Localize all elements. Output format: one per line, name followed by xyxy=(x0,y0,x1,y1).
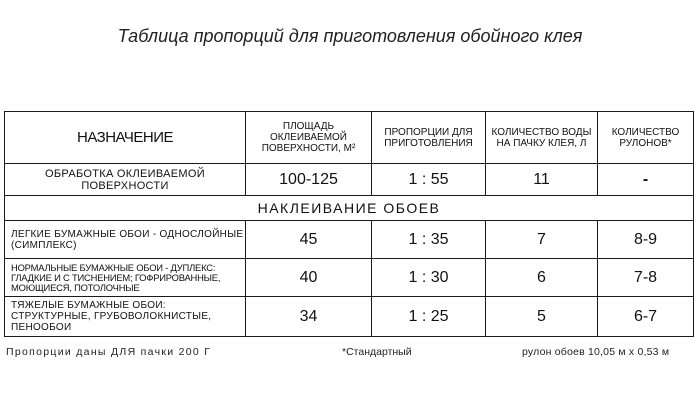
row-normal-rolls: 7-8 xyxy=(598,259,694,297)
row-heavy-water: 5 xyxy=(486,297,598,337)
row-surface-rolls: - xyxy=(598,164,694,196)
footer-note-standard: *Стандартный xyxy=(342,346,412,358)
header-rolls: КОЛИЧЕСТВО РУЛОНОВ* xyxy=(598,112,694,164)
page-title: Таблица пропорций для приготовления обойного клея xyxy=(117,26,583,46)
header-area: ПЛОЩАДЬ ОКЛЕИВАЕМОЙ ПОВЕРХНОСТИ, М² xyxy=(246,112,372,164)
row-light-area: 45 xyxy=(246,221,372,259)
row-light-rolls: 8-9 xyxy=(598,221,694,259)
row-normal-label: НОРМАЛЬНЫЕ БУМАЖНЫЕ ОБОИ - ДУПЛЕКС: ГЛАДКИЕ И С ТИСНЕНИЕМ; ГОФРИРОВАННЫЕ, МОЮЩИЕСЯ, ПОТОЛОЧНЫЕ xyxy=(5,259,246,297)
row-normal-area: 40 xyxy=(246,259,372,297)
footer-note-roll-size: рулон обоев 10,05 м х 0,53 м xyxy=(522,346,670,358)
table-header-row xyxy=(5,112,694,164)
row-heavy-area: 34 xyxy=(246,297,372,337)
header-water: КОЛИЧЕСТВО ВОДЫ НА ПАЧКУ КЛЕЯ, Л xyxy=(486,112,598,164)
row-surface-label: ОБРАБОТКА ОКЛЕИВАЕМОЙ ПОВЕРХНОСТИ xyxy=(5,164,246,196)
footer-note-package: Пропорции даны ДЛЯ пачки 200 Г xyxy=(6,346,212,358)
table-row xyxy=(5,297,694,337)
table-row xyxy=(5,259,694,297)
row-light-water: 7 xyxy=(486,221,598,259)
table-row xyxy=(5,221,694,259)
row-normal-water: 6 xyxy=(486,259,598,297)
row-heavy-rolls: 6-7 xyxy=(598,297,694,337)
row-light-proportion: 1 : 35 xyxy=(372,221,486,259)
header-purpose: НАЗНАЧЕНИЕ xyxy=(5,112,246,164)
proportions-table xyxy=(4,111,694,337)
row-heavy-label: ТЯЖЕЛЫЕ БУМАЖНЫЕ ОБОИ: СТРУКТУРНЫЕ, ГРУБОВОЛОКНИСТЫЕ, ПЕНООБОИ xyxy=(5,297,246,337)
header-proportions: ПРОПОРЦИИ ДЛЯ ПРИГОТОВЛЕНИЯ xyxy=(372,112,486,164)
row-normal-proportion: 1 : 30 xyxy=(372,259,486,297)
row-surface-proportion: 1 : 55 xyxy=(372,164,486,196)
section-row xyxy=(5,196,694,221)
table-row xyxy=(5,164,694,196)
row-light-label: ЛЕГКИЕ БУМАЖНЫЕ ОБОИ - ОДНОСЛОЙНЫЕ (СИМПЛЕКС) xyxy=(5,221,246,259)
section-heading: НАКЛЕИВАНИЕ ОБОЕВ xyxy=(5,196,694,221)
row-heavy-proportion: 1 : 25 xyxy=(372,297,486,337)
row-surface-water: 11 xyxy=(486,164,598,196)
row-surface-area: 100-125 xyxy=(246,164,372,196)
